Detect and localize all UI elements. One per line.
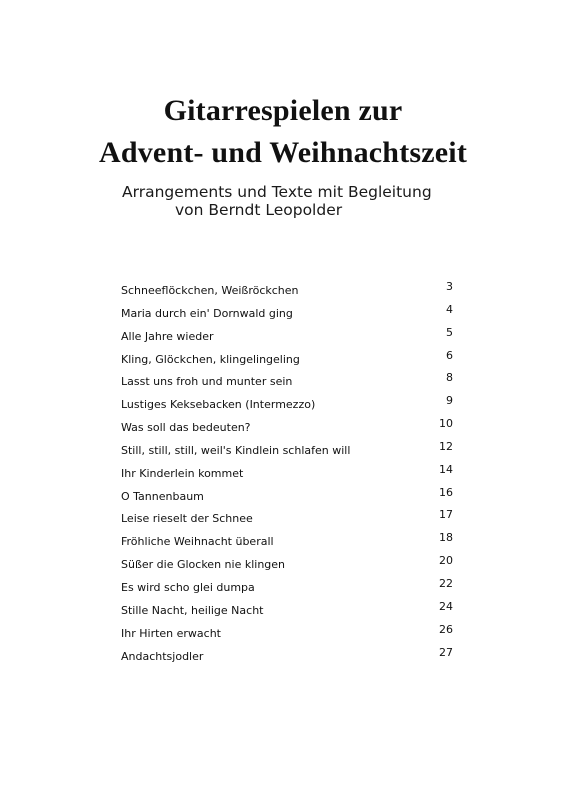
toc-entry-title: Alle Jahre wieder — [121, 329, 214, 343]
toc-entry-page-number: 27 — [439, 645, 453, 659]
toc-entry-page-number: 17 — [439, 508, 453, 522]
toc-entry-title: Kling, Glöckchen, klingelingeling — [121, 352, 300, 366]
toc-entry-title: Ihr Hirten erwacht — [121, 626, 221, 640]
toc-entry — [121, 646, 453, 669]
toc-entry — [121, 394, 453, 417]
toc-entry-title: Was soll das bedeuten? — [121, 421, 251, 435]
toc-entry-title: Maria durch ein' Dornwald ging — [121, 306, 293, 320]
toc-entry — [121, 440, 453, 463]
toc-entry — [121, 623, 453, 646]
toc-entry-title: Stille Nacht, heilige Nacht — [121, 603, 264, 617]
toc-entry-page-number: 9 — [446, 394, 453, 408]
toc-entry-page-number: 18 — [439, 531, 453, 545]
toc-entry — [121, 508, 453, 531]
toc-entry-page-number: 14 — [439, 462, 453, 476]
toc-entry — [121, 486, 453, 509]
toc-entry-title: Es wird scho glei dumpa — [121, 580, 255, 594]
toc-entry — [121, 577, 453, 600]
subtitle-line-1: Arrangements und Texte mit Begleitung — [122, 183, 432, 201]
toc-entry — [121, 463, 453, 486]
toc-entry — [121, 554, 453, 577]
toc-entry-title: Lustiges Keksebacken (Intermezzo) — [121, 398, 316, 412]
toc-entry-title: Andachtsjodler — [121, 649, 204, 663]
page-title-line-1: Gitarrespielen zur — [163, 94, 403, 127]
toc-entry-title: Lasst uns froh und munter sein — [121, 375, 293, 389]
toc-entry-page-number: 4 — [446, 302, 453, 316]
toc-entry — [121, 280, 453, 303]
toc-entry-page-number: 5 — [446, 325, 453, 339]
toc-entry — [121, 326, 453, 349]
toc-entry-title: Leise rieselt der Schnee — [121, 512, 253, 526]
toc-entry-page-number: 26 — [439, 622, 453, 636]
toc-entry — [121, 303, 453, 326]
toc-entry-page-number: 12 — [439, 439, 453, 453]
toc-entry-page-number: 20 — [439, 554, 453, 568]
toc-entry-title: Still, still, still, weil's Kindlein schlafen will — [121, 443, 351, 457]
subtitle-line-2: von Berndt Leopolder — [175, 201, 343, 219]
toc-entry — [121, 531, 453, 554]
toc-entry-page-number: 3 — [446, 280, 453, 293]
toc-entry — [121, 600, 453, 623]
toc-entry-page-number: 6 — [446, 348, 453, 362]
toc-entry-title: O Tannenbaum — [121, 489, 204, 503]
table-of-contents — [121, 280, 453, 668]
toc-entry-title: Fröhliche Weihnacht überall — [121, 535, 274, 549]
toc-entry-page-number: 22 — [439, 576, 453, 590]
toc-entry-page-number: 24 — [439, 599, 453, 613]
toc-entry — [121, 371, 453, 394]
toc-entry-title: Süßer die Glocken nie klingen — [121, 558, 286, 572]
toc-entry — [121, 417, 453, 440]
page-title-line-2: Advent- und Weihnachtszeit — [98, 136, 468, 169]
toc-entry-page-number: 16 — [439, 485, 453, 499]
toc-entry — [121, 349, 453, 372]
toc-entry-page-number: 8 — [446, 371, 453, 385]
toc-entry-page-number: 10 — [439, 417, 453, 431]
toc-entry-title: Ihr Kinderlein kommet — [121, 466, 244, 480]
toc-entry-title: Schneeflöckchen, Weißröckchen — [121, 284, 299, 297]
